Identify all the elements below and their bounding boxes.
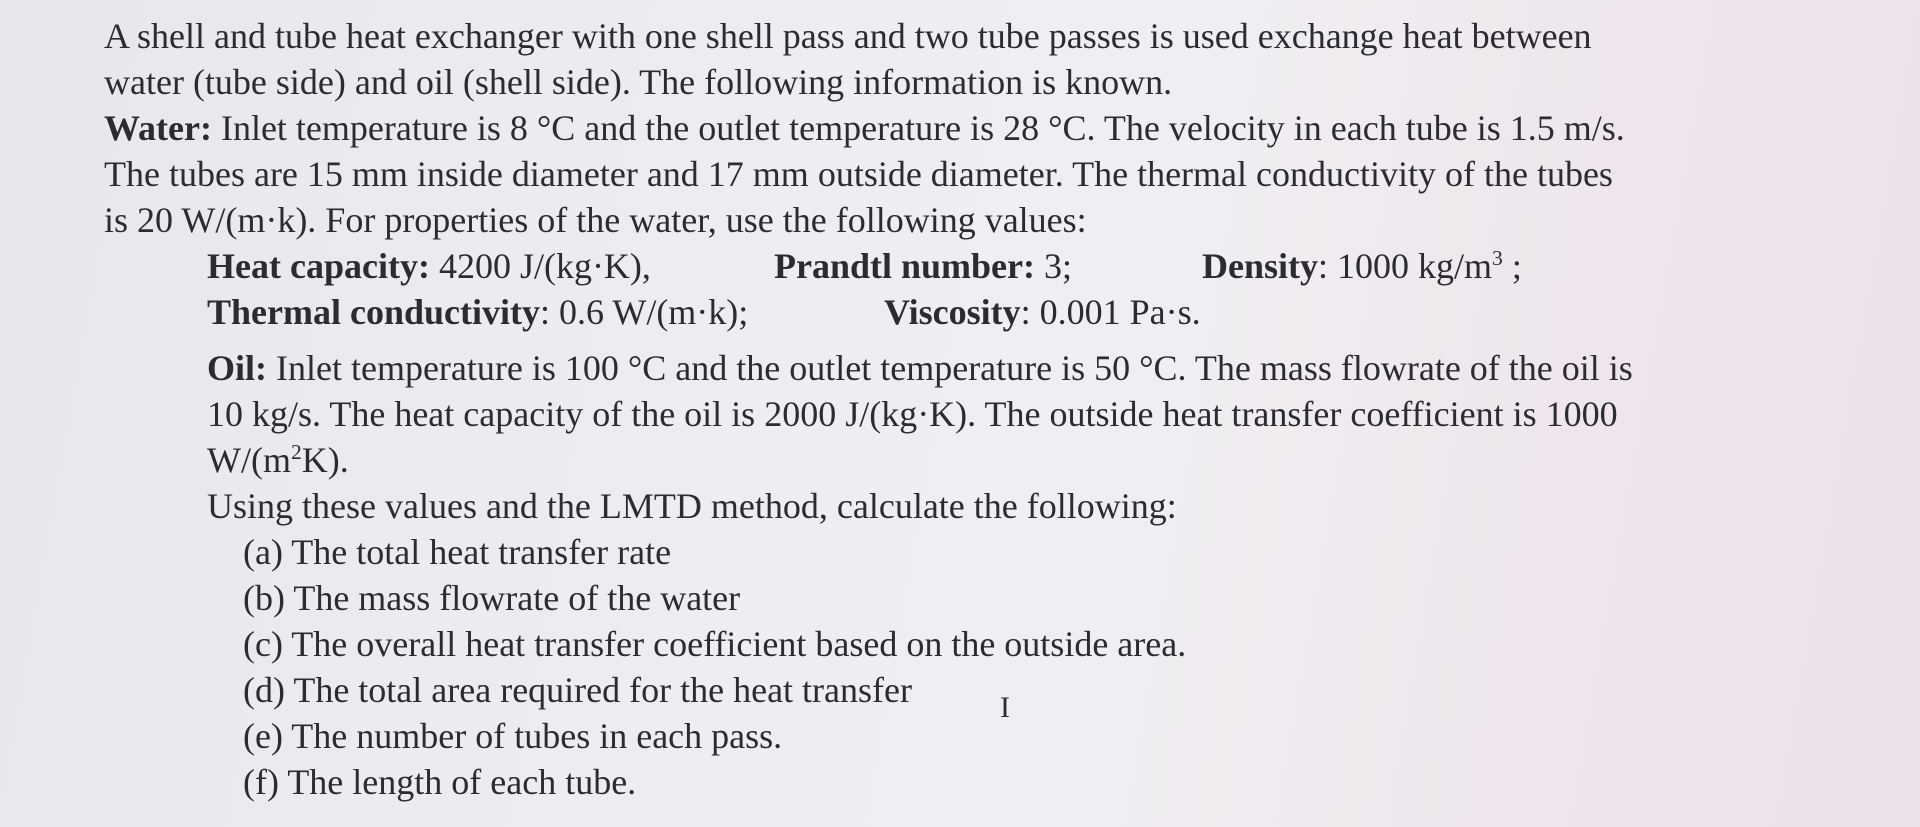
prandtl-label: Prandtl number: [774, 246, 1035, 286]
thermal-conductivity-label: Thermal conductivity [207, 292, 540, 332]
water-line-1 [104, 106, 1625, 150]
oil-line-3 [207, 438, 349, 482]
heat-capacity-value: 4200 J/(kg·K), [429, 246, 651, 286]
density-label: Density [1202, 246, 1318, 286]
oil-line-3-exponent: 2 [290, 440, 302, 464]
question-b: (b) The mass flowrate of the water [243, 578, 741, 618]
question-d: (d) The total area required for the heat transfer [243, 670, 912, 710]
viscosity-group [884, 290, 1201, 334]
oil-line-3-pre: W/(m [207, 440, 291, 480]
viscosity-label: Viscosity [884, 292, 1021, 332]
water-label: Water: [104, 108, 212, 148]
water-line-1-text: Inlet temperature is 8 °C and the outlet temperature is 28 °C. The velocity in each tube is 1.5 m/s. [211, 108, 1625, 148]
water-line-2: The tubes are 15 mm inside diameter and 17 mm outside diameter. The thermal conductivity of the tubes [104, 154, 1613, 194]
water-props-line-1 [207, 244, 651, 288]
density-exponent: 3 [1492, 246, 1503, 270]
water-props-line-2 [207, 290, 748, 334]
intro-line-1: A shell and tube heat exchanger with one shell pass and two tube passes is used exchange heat between [104, 16, 1592, 56]
density-value: : 1000 kg/m [1318, 246, 1493, 286]
text-cursor-icon: I [1000, 691, 1010, 724]
viscosity-value: : 0.001 Pa·s. [1020, 292, 1201, 332]
water-line-3: is 20 W/(m·k). For properties of the water, use the following values: [104, 200, 1087, 240]
question-c: (c) The overall heat transfer coefficient based on the outside area. [243, 624, 1187, 664]
oil-line-3-post: K). [301, 440, 349, 480]
oil-label: Oil: [207, 348, 267, 388]
instruction-line: Using these values and the LMTD method, calculate the following: [207, 486, 1177, 526]
prandtl-value: 3; [1035, 246, 1073, 286]
question-f: (f) The length of each tube. [243, 762, 637, 802]
intro-line-2: water (tube side) and oil (shell side). The following information is known. [104, 62, 1173, 102]
oil-line-2: 10 kg/s. The heat capacity of the oil is 2000 J/(kg·K). The outside heat transfer coefficient is 1000 [207, 394, 1618, 434]
question-e: (e) The number of tubes in each pass. [243, 716, 783, 756]
oil-line-1 [207, 346, 1633, 390]
oil-line-1-text: Inlet temperature is 100 °C and the outlet temperature is 50 °C. The mass flowrate of the oil is [267, 348, 1633, 388]
density-group [1202, 244, 1522, 288]
density-end: ; [1502, 246, 1522, 286]
thermal-conductivity-value: : 0.6 W/(m·k); [539, 292, 749, 332]
heat-capacity-label: Heat capacity: [207, 246, 430, 286]
prandtl-group [774, 244, 1072, 288]
question-a: (a) The total heat transfer rate [243, 532, 672, 572]
